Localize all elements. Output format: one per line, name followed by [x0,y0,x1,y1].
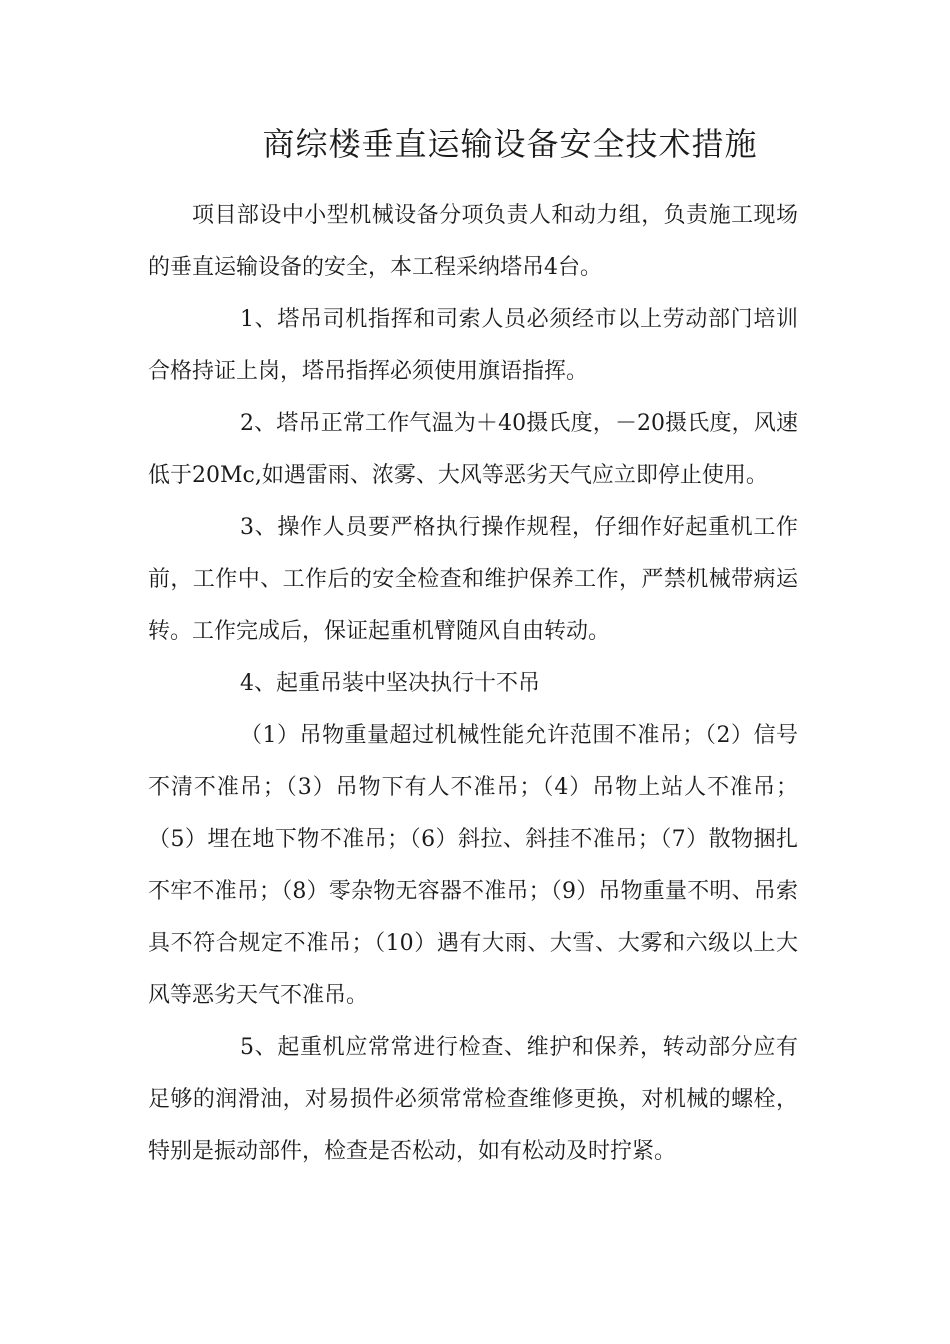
measure-3-paragraph: 3、操作人员要严格执行操作规程，仔细作好起重机工作前，工作中、工作后的安全检查和维护保养工作，严禁机械带病运转。工作完成后，保证起重机臂随风自由转动。 [148,515,798,644]
intro-paragraph: 项目部设中小型机械设备分项负责人和动力组，负责施工现场的垂直运输设备的安全，本工程采纳塔吊4台。 [148,203,798,280]
measure-4-paragraph: 4、起重吊装中坚决执行十不吊 [240,671,540,696]
document-body [148,190,798,1178]
measure-5-paragraph: 5、起重机应常常进行检查、维护和保养，转动部分应有足够的润滑油，对易损件必须常常检查维修更换，对机械的螺栓，特别是振动部件，检查是否松动，如有松动及时拧紧。 [148,1035,798,1164]
measure-2-paragraph: 2、塔吊正常工作气温为＋40摄氏度，－20摄氏度，风速低于20Mc,如遇雷雨、浓雾、大风等恶劣天气应立即停止使用。 [148,411,798,488]
document-title: 商综楼垂直运输设备安全技术措施 [262,125,758,163]
measure-1-paragraph: 1、塔吊司机指挥和司索人员必须经市以上劳动部门培训合格持证上岗，塔吊指挥必须使用旗语指挥。 [148,307,798,384]
ten-no-lift-rules-paragraph: （1）吊物重量超过机械性能允许范围不准吊；（2）信号不清不准吊；（3）吊物下有人不准吊；（4）吊物上站人不准吊；（5）埋在地下物不准吊；（6）斜拉、斜挂不准吊；（7）散物捆扎不牢不准吊；（8）零杂物无容器不准吊；（9）吊物重量不明、吊索具不符合规定不准吊；（10）遇有大雨、大雪、大雾和六级以上大风等恶劣天气不准吊。 [148,723,798,1008]
